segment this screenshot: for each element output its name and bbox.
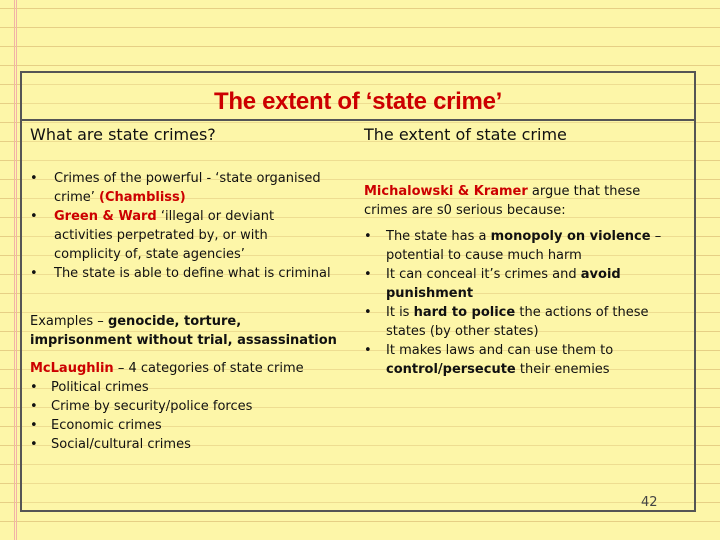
- category-label: Social/cultural crimes: [51, 437, 191, 452]
- intro-paragraph: [364, 182, 686, 220]
- bullet-icon: •: [30, 380, 38, 395]
- bullet-text: their enemies: [515, 362, 610, 377]
- bold-term: hard to police: [413, 305, 516, 320]
- examples-paragraph: [30, 312, 346, 350]
- examples-prefix: Examples –: [30, 314, 108, 329]
- bullet-icon: •: [364, 305, 372, 320]
- bullet-icon: •: [30, 266, 38, 281]
- left-column: [22, 119, 352, 510]
- author-citation: Michalowski & Kramer: [364, 184, 528, 199]
- content-table: [20, 71, 696, 512]
- examples-list: genocide, torture, imprisonment without trial, assassination: [30, 314, 337, 348]
- bullet-text: the actions of these states (by other states): [386, 305, 649, 339]
- mclaughlin-block: [30, 359, 346, 454]
- list-item: [30, 169, 332, 207]
- bullet-text: It can conceal it’s crimes and: [386, 267, 581, 282]
- mclaughlin-heading: [30, 359, 346, 378]
- right-column: [352, 119, 694, 510]
- list-item: [364, 265, 688, 303]
- list-item: [364, 227, 688, 265]
- seriousness-reasons: [364, 227, 688, 379]
- bullet-icon: •: [30, 437, 38, 452]
- right-column-heading: The extent of state crime: [364, 125, 567, 144]
- bullet-icon: •: [30, 171, 38, 186]
- list-item: [30, 207, 332, 264]
- bullet-icon: •: [364, 267, 372, 282]
- category-label: Economic crimes: [51, 418, 162, 433]
- list-item: [30, 416, 346, 435]
- slide-number: 42: [641, 495, 658, 510]
- state-crime-definitions: [30, 169, 332, 283]
- bullet-icon: •: [30, 399, 38, 414]
- list-item: [364, 303, 688, 341]
- mclaughlin-text: – 4 categories of state crime: [113, 361, 304, 376]
- category-label: Crime by security/police forces: [51, 399, 253, 414]
- author-citation: Green & Ward: [54, 209, 157, 224]
- bullet-text: The state has a: [386, 229, 491, 244]
- author-citation: (Chambliss): [99, 190, 186, 205]
- list-item: [30, 378, 346, 397]
- category-label: Political crimes: [51, 380, 149, 395]
- bullet-icon: •: [364, 343, 372, 358]
- left-column-heading: What are state crimes?: [30, 125, 216, 144]
- bullet-text: Crimes of the powerful - ‘state organised crime’: [54, 171, 321, 205]
- list-item: [30, 397, 346, 416]
- bullet-text: The state is able to define what is criminal: [54, 266, 331, 281]
- bullet-text: – potential to cause much harm: [386, 229, 662, 263]
- bullet-text: ‘illegal or deviant activities perpetrated by, or with complicity of, state agencies’: [54, 209, 275, 262]
- bold-term: monopoly on violence: [490, 229, 651, 244]
- bullet-icon: •: [30, 209, 38, 224]
- crime-categories: [30, 378, 346, 454]
- bullet-icon: •: [364, 229, 372, 244]
- bold-term: control/persecute: [386, 362, 516, 377]
- list-item: [364, 341, 688, 379]
- list-item: [30, 435, 346, 454]
- list-item: [30, 264, 332, 283]
- slide-title: The extent of ‘state crime’: [214, 88, 502, 115]
- title-row: [22, 73, 694, 121]
- bullet-text: It is: [386, 305, 414, 320]
- bullet-icon: •: [30, 418, 38, 433]
- bold-term: avoid punishment: [386, 267, 621, 301]
- bullet-text: It makes laws and can use them to: [386, 343, 614, 358]
- intro-text: argue that these crimes are s0 serious because:: [364, 184, 641, 218]
- author-citation: McLaughlin: [30, 361, 114, 376]
